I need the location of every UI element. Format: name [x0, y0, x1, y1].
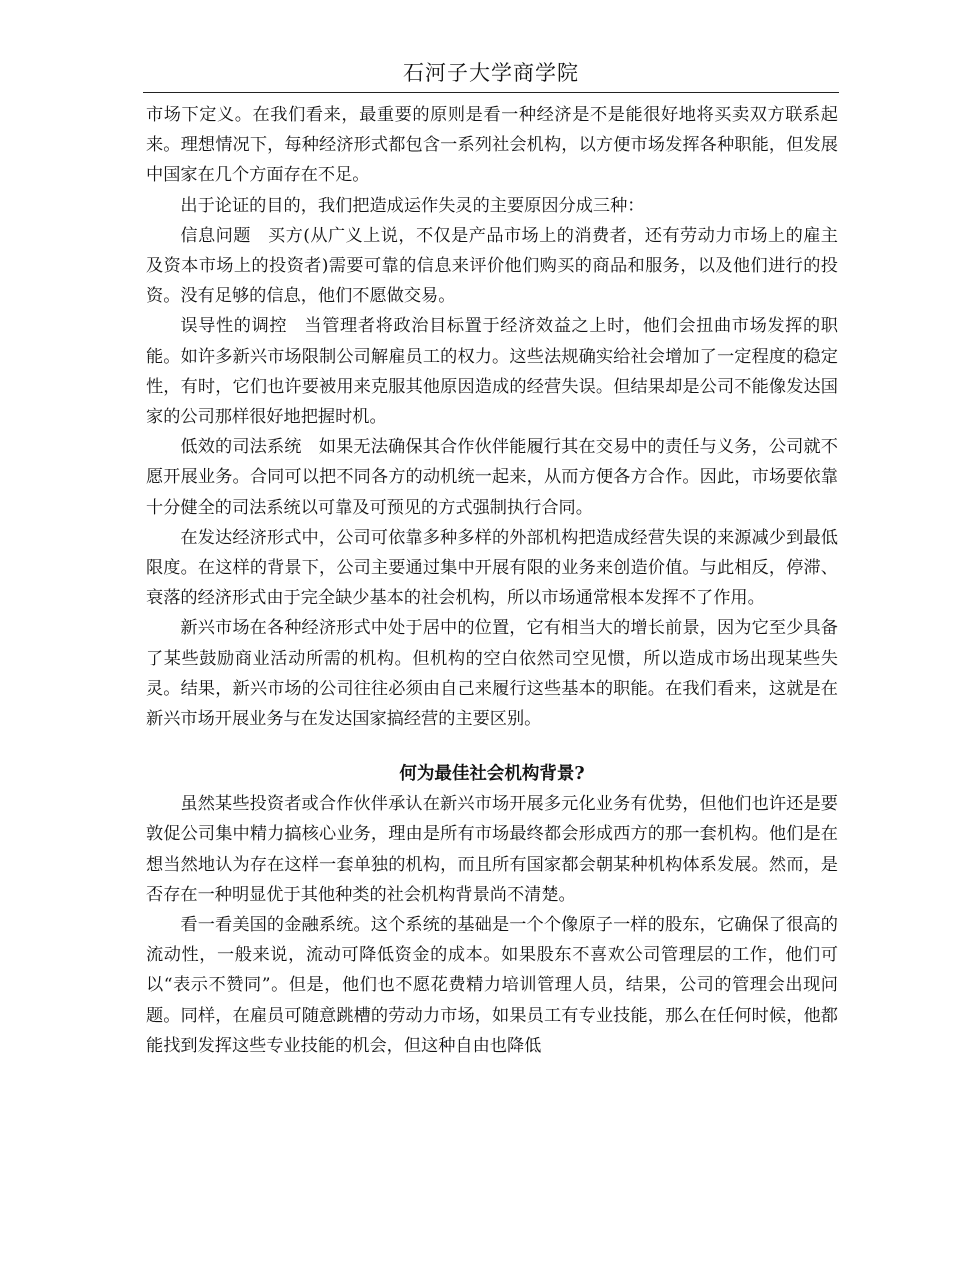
paragraph [146, 523, 838, 614]
paragraph-text: 虽然某些投资者或合作伙伴承认在新兴市场开展多元化业务有优势，但他们也许还是要敦促公司集中精力搞核心业务，理由是所有市场最终都会形成西方的那一套机构。他们是在想当然地认为存在这样一套单独的机构，而且所有国家都会朝某种机构体系发展。然而，是否存在一种明显优于其他种类的社会机构背景尚不清楚。 [146, 794, 838, 905]
paragraph [146, 789, 838, 910]
header-title: 石河子大学商学院 [403, 61, 579, 85]
paragraph [146, 191, 838, 221]
paragraph-text: 市场下定义。在我们看来，最重要的原则是看一种经济是不是能很好地将买卖双方联系起来。理想情况下，每种经济形式都包含一系列社会机构，以方便市场发挥各种职能，但发展中国家在几个方面存在不足。 [146, 105, 838, 186]
paragraph-term: 误导性的调控 [180, 316, 288, 337]
paragraph-text: 看一看美国的金融系统。这个系统的基础是一个个像原子一样的股东，它确保了很高的流动性，一般来说，流动可降低资金的成本。如果股东不喜欢公司管理层的工作，他们可以“表示不赞同”。但是，他们也不愿花费精力培训管理人员，结果，公司的管理会出现问题。同样，在雇员可随意跳槽的劳动力市场，如果员工有专业技能，那么在任何时候，他都能找到发挥这些专业技能的机会，但这种自由也降低 [146, 915, 838, 1056]
paragraph [146, 100, 838, 191]
paragraph-text: 在发达经济形式中，公司可依靠多种多样的外部机构把造成经营失误的来源减少到最低限度。在这样的背景下，公司主要通过集中开展有限的业务来创造价值。与此相反，停滞、衰落的经济形式由于完全缺少基本的社会机构，所以市场通常根本发挥不了作用。 [146, 527, 838, 609]
paragraph [146, 910, 838, 1061]
paragraph-text: 当管理者将政治目标置于经济效益之上时，他们会扭曲市场发挥的职能。如许多新兴市场限制公司解雇员工的权力。这些法规确实给社会增加了一定程度的稳定性，有时，它们也许要被用来克服其他原因造成的经营失误。但结果却是公司不能像发达国家的公司那样很好地把握时机。 [146, 316, 838, 428]
paragraph-term: 低效的司法系统 [180, 437, 302, 458]
document-body [146, 100, 838, 1061]
paragraph [146, 613, 838, 734]
paragraph [146, 432, 838, 523]
paragraph [146, 221, 838, 312]
paragraph [146, 311, 838, 432]
paragraph-term: 信息问题 [180, 225, 251, 246]
page-header [143, 58, 839, 93]
paragraph-text: 出于论证的目的，我们把造成运作失灵的主要原因分成三种： [180, 195, 645, 216]
section-heading: 何为最佳社会机构背景? [399, 764, 585, 785]
paragraph-text: 新兴市场在各种经济形式中处于居中的位置，它有相当大的增长前景，因为它至少具备了某些鼓励商业活动所需的机构。但机构的空白依然司空见惯，所以造成市场出现某些失灵。结果，新兴市场的公司往往必须由自己来履行这些基本的职能。在我们看来，这就是在新兴市场开展业务与在发达国家搞经营的主要区别。 [146, 618, 838, 730]
paragraph-text: 如果无法确保其合作伙伴能履行其在交易中的责任与义务，公司就不愿开展业务。合同可以把不同各方的动机统一起来，从而方便各方合作。因此，市场要依靠十分健全的司法系统以可靠及可预见的方式强制执行合同。 [146, 437, 838, 518]
paragraph-text: 买方(从广义上说，不仅是产品市场上的消费者，还有劳动力市场上的雇主及资本市场上的投资者)需要可靠的信息来评价他们购买的商品和服务，以及他们进行的投资。没有足够的信息，他们不愿做交易。 [146, 225, 838, 307]
